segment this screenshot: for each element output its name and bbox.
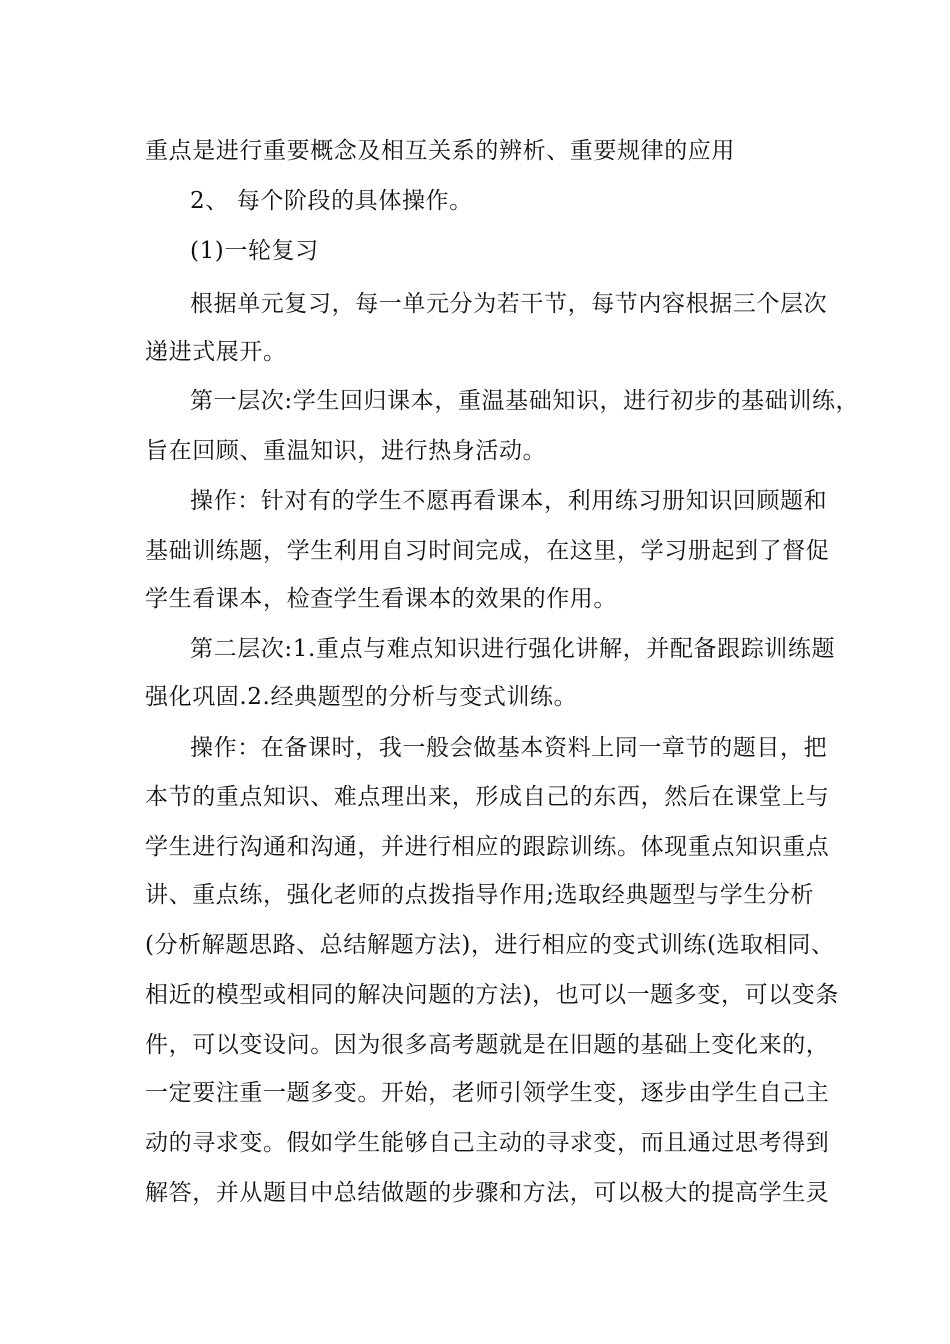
paragraph-line: 讲、重点练，强化老师的点拨指导作用;选取经典题型与学生分析 <box>145 882 815 908</box>
paragraph-line: (分析解题思路、总结解题方法)，进行相应的变式训练(选取相同、 <box>145 932 835 958</box>
section-heading: 2、 每个阶段的具体操作。 <box>190 188 473 214</box>
paragraph-line: 动的寻求变。假如学生能够自己主动的寻求变，而且通过思考得到 <box>145 1130 830 1156</box>
paragraph-line: 学生进行沟通和沟通，并进行相应的跟踪训练。体现重点知识重点 <box>145 834 830 860</box>
paragraph-line: 件，可以变设问。因为很多高考题就是在旧题的基础上变化来的， <box>145 1032 830 1058</box>
paragraph-line: 操作：在备课时，我一般会做基本资料上同一章节的题目，把 <box>190 735 828 761</box>
paragraph-line: 一定要注重一题多变。开始，老师引领学生变，逐步由学生自己主 <box>145 1080 830 1106</box>
paragraph-line: 递进式展开。 <box>145 339 287 365</box>
paragraph-line: 第一层次:学生回归课本，重温基础知识，进行初步的基础训练， <box>190 388 860 414</box>
subsection-heading: (1)一轮复习 <box>190 238 319 264</box>
text-line: 重点是进行重要概念及相互关系的辨析、重要规律的应用 <box>145 138 735 164</box>
paragraph-line: 第二层次:1.重点与难点知识进行强化讲解，并配备跟踪训练题 <box>190 636 836 662</box>
paragraph-line: 强化巩固.2.经典题型的分析与变式训练。 <box>145 684 578 710</box>
paragraph-line: 相近的模型或相同的解决问题的方法)，也可以一题多变，可以变条 <box>145 982 839 1008</box>
paragraph-line: 基础训练题，学生利用自习时间完成，在这里，学习册起到了督促 <box>145 538 830 564</box>
paragraph-line: 旨在回顾、重温知识，进行热身活动。 <box>145 438 547 464</box>
paragraph-line: 本节的重点知识、难点理出来，形成自己的东西，然后在课堂上与 <box>145 784 830 810</box>
paragraph-line: 操作：针对有的学生不愿再看课本，利用练习册知识回顾题和 <box>190 488 828 514</box>
paragraph-line: 学生看课本，检查学生看课本的效果的作用。 <box>145 586 617 612</box>
paragraph-line: 根据单元复习，每一单元分为若干节，每节内容根据三个层次 <box>190 291 828 317</box>
paragraph-line: 解答，并从题目中总结做题的步骤和方法，可以极大的提高学生灵 <box>145 1180 830 1206</box>
